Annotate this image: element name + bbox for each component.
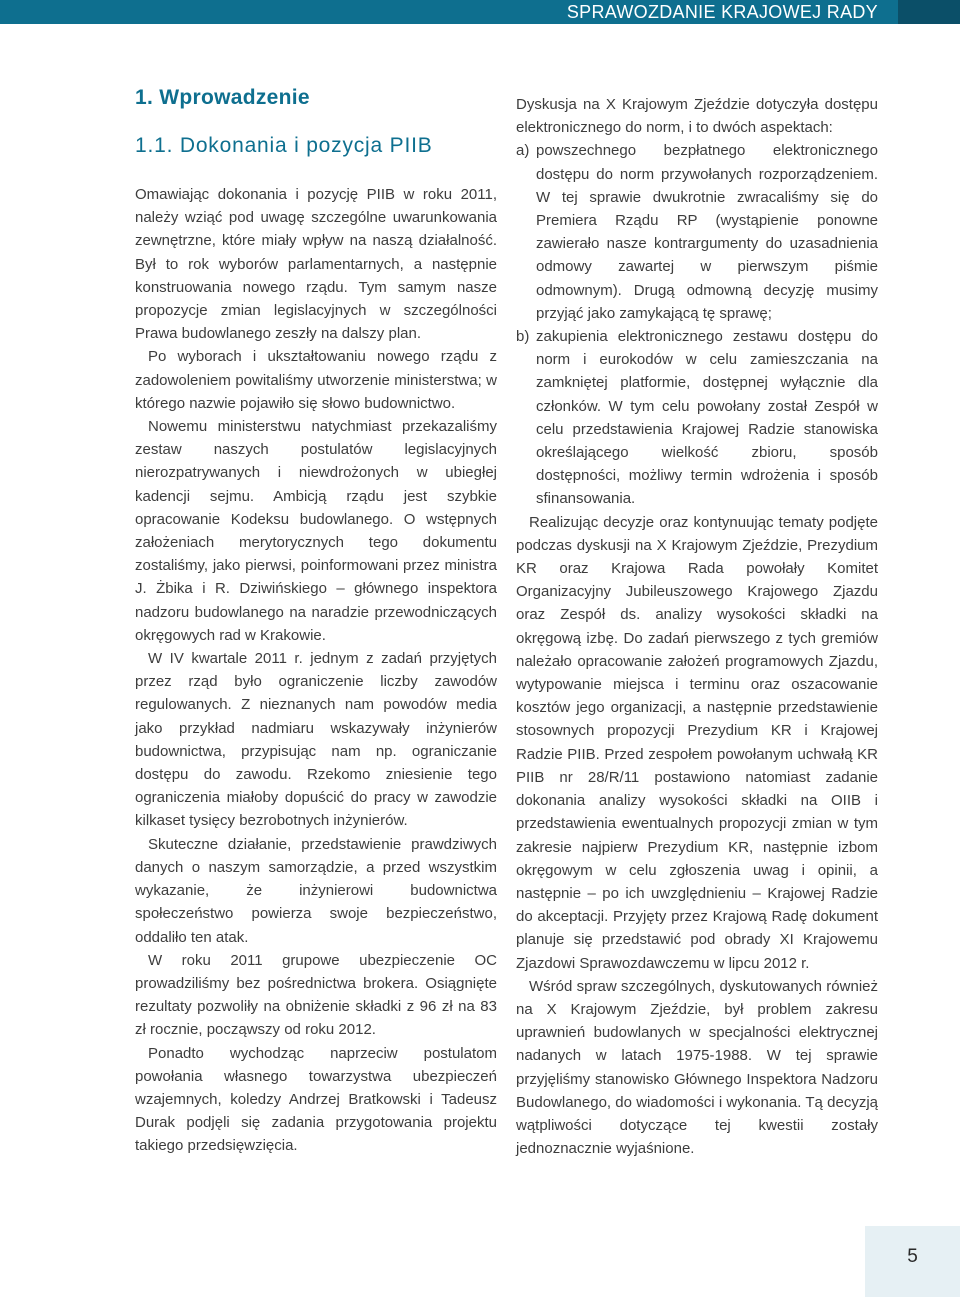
paragraph: Omawiając dokonania i pozycję PIIB w roku 2011, należy wziąć pod uwagę szczególne uwarunkowania zewnętrzne, które miały wpływ na naszą działalność. Był to rok wyborów parlamentarnych, a następnie konstruowania nowego rządu. Tym samym nasze propozycje zmian legislacyjnych w szczególności Prawa budowlanego zeszły na dalszy plan. (135, 186, 497, 343)
list-item-text: powszechnego bezpłatnego elektronicznego dostępu do norm przywołanych rozporządzeniem. W tej sprawie dwukrotnie zwracaliśmy się do Premiera Rządu RP (wystąpienie ponowne zawierało nasze kontrargumenty do uzasadnienia odmowy zawartej w pierwszym piśmie odmownym). Drugą odmowną decyzję musimy przyjąć jako zamykającą tę sprawę; (536, 142, 878, 322)
list-marker: a) (516, 142, 530, 160)
paragraph: Dyskusja na X Krajowym Zjeździe dotyczyła dostępu elektronicznego do norm, i to dwóch aspektach: (516, 96, 878, 137)
list-item (516, 139, 878, 325)
paragraph: Wśród spraw szczególnych, dyskutowanych również na X Krajowym Zjeździe, był problem zakresu uprawnień budowlanych w specjalności elektrycznej nadanych w latach 1975-1988. W tej sprawie przyjęliśmy stanowisko Głównego Inspektora Nadzoru Budowlanego, do wiadomości i wykonania. Tą decyzją wątpliwości dotyczące tej kwestii zostały jednoznacznie wyjaśnione. (516, 977, 878, 1158)
paragraph: Po wyborach i ukształtowaniu nowego rządu z zadowoleniem powitaliśmy utworzenie ministerstwa; w którego nazwie pojawiło się słowo budownictwo. (135, 348, 497, 412)
left-column (135, 183, 497, 1158)
paragraph: W roku 2011 grupowe ubezpieczenie OC prowadziliśmy bez pośrednictwa brokera. Osiągnięte rezultaty pozwoliły na obniżenie składki z 96 zł na 83 zł rocznie, począwszy od roku 2012. (135, 951, 497, 1039)
subsection-heading: 1.1. Dokonania i pozycja PIIB (135, 134, 433, 157)
paragraph: Skuteczne działanie, przedstawienie prawdziwych danych o naszym samorządzie, a przed wszystkim wykazanie, że inżynierowi budownictwa społeczeństwo powierza swoje bezpieczeństwo, oddaliło ten atak. (135, 835, 497, 946)
header-bar (0, 0, 960, 24)
header-accent (898, 0, 960, 24)
report-title: SPRAWOZDANIE KRAJOWEJ RADY (566, 2, 878, 22)
paragraph: Nowemu ministerstwu natychmiast przekazaliśmy zestaw naszych postulatów legislacyjnych nierozpatrywanych i niewdrożonych w ubiegłej kadencji sejmu. Ambicją rządu jest szybkie opracowanie Kodeksu budowlanego. O wstępnych założeniach merytorycznych tego dokumentu zostaliśmy, jako pierwsi, poinformowani przez ministra J. Żbika i R. Dziwińskiego – głównego inspektora nadzoru budowlanego na naradzie przewodniczących okręgowych rad w Krakowie. (135, 418, 497, 644)
list-item-text: zakupienia elektronicznego zestawu dostępu do norm i eurokodów w celu zamieszczania na zamkniętej platformie, dostępnej wyłącznie dla członków. W tym celu powołany został Zespół w celu przedstawienia Krajowej Radzie stanowiska określającego wielkość zbioru, sposób dostępności, możliwy termin wdrożenia i sposób sfinansowania. (536, 328, 878, 508)
paragraph: W IV kwartale 2011 r. jednym z zadań przyjętych przez rząd było ograniczenie liczby zawodów regulowanych. Z nieznanych nam powodów media jako przykład nadmiaru wskazywały inżynierów budownictwa, przypisując nam np. ograniczanie dostępu do zawodu. Rzekomo zniesienie tego ograniczenia miałoby dopuścić do pracy w zawodzie kilkaset tysięcy bezrobotnych inżynierów. (135, 650, 497, 830)
footer-bar (865, 1226, 960, 1297)
right-column (516, 93, 878, 1160)
page-number: 5 (907, 1246, 918, 1267)
paragraph: Ponadto wychodząc naprzeciw postulatom powołania własnego towarzystwa ubezpieczeń wzajemnych, koledzy Andrzej Bratkowski i Tadeusz Durak podjęli się zadania przygotowania projektu takiego przedsięwzięcia. (135, 1044, 497, 1155)
paragraph: Realizując decyzje oraz kontynuując tematy podjęte podczas dyskusji na X Krajowym Zjeździe, Prezydium KR oraz Krajowa Rada powołały Komitet Organizacyjny Jubileuszowego Krajowego Zjazdu oraz Zespół ds. analizy wysokości składki na okręgową izbę. Do zadań pierwszego z tych gremiów należało opracowanie założeń programowych Zjazdu, wytypowanie miejsca i terminu oraz oszacowanie kosztów jego organizacji, a następnie przedstawienie stosownych propozycji Prezydium KR i Krajowej Radzie PIIB. Przed zespołem powołanym uchwałą KR PIIB nr 28/R/11 postawiono natomiast zadanie dokonania analizy wysokości składki na OIIB i przedstawienia ewentualnych propozycji zmian w tym zakresie najpierw Prezydium KR, następnie izbom okręgowym w celu zgłoszenia uwag i opinii, a następnie – po ich uwzględnieniu – Krajowej Radzie do akceptacji. Przyjęty przez Krajową Radę dokument planuje się przedstawić pod obrady XI Krajowemu Zjazdowi Sprawozdawczemu w lipcu 2012 r. (516, 513, 878, 972)
list-item (516, 325, 878, 511)
section-heading: 1. Wprowadzenie (135, 86, 310, 109)
list-marker: b) (516, 328, 530, 346)
